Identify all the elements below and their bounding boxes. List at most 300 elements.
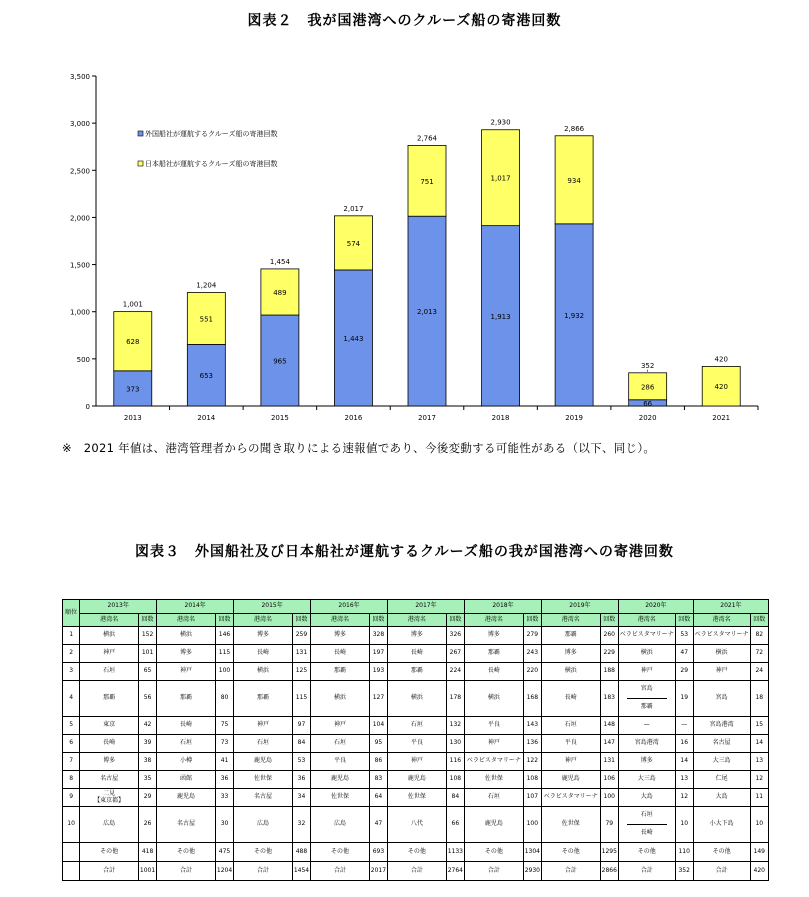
port-name-cell: 横浜 [311, 681, 370, 717]
count-cell: 86 [369, 753, 387, 771]
count-cell: 10 [750, 807, 768, 843]
port-name-cell: 横浜 [693, 645, 750, 663]
port-name-cell: 仁尾 [693, 771, 750, 789]
total-label: 合計 [693, 862, 750, 881]
x-tick-label: 2021 [712, 414, 731, 422]
port-name-cell: 石垣 [234, 735, 293, 753]
x-tick-label: 2017 [418, 414, 436, 422]
port-name-cell: 小大下島 [693, 807, 750, 843]
count-cell: 328 [369, 627, 387, 645]
year-header: 2017年 [388, 600, 465, 614]
bar-value-label: 653 [199, 372, 214, 381]
bar-total-label: 2,017 [343, 204, 364, 213]
count-cell: 148 [600, 717, 618, 735]
count-cell: 18 [750, 681, 768, 717]
count-cell: 34 [292, 789, 310, 807]
port-name-cell: 名古屋 [693, 735, 750, 753]
port-name-cell: 長崎 [388, 645, 447, 663]
port-name-cell: 平良 [311, 753, 370, 771]
port-name-cell: 長崎 [311, 645, 370, 663]
port-name-cell: — [618, 717, 675, 735]
count-cell: 143 [523, 717, 541, 735]
total-label: 合計 [464, 862, 523, 881]
bar-total-label: 352 [640, 361, 655, 370]
port-name-cell: 石垣 [80, 663, 139, 681]
port-name-cell: 博多 [541, 645, 600, 663]
port-name-cell: 鹿児島 [388, 771, 447, 789]
port-name-cell: 博多 [464, 627, 523, 645]
port-name-cell: 大三島 [693, 753, 750, 771]
rank-cell: 2 [63, 645, 80, 663]
port-name-cell: 大島 [693, 789, 750, 807]
count-cell: 26 [138, 807, 156, 843]
legend-swatch [138, 131, 143, 136]
year-header: 2018年 [464, 600, 541, 614]
rank-header: 順位 [63, 600, 80, 627]
others-value: 475 [215, 843, 233, 862]
port-name-cell: 長崎 [464, 663, 523, 681]
port-name-cell: 長崎 [80, 735, 139, 753]
port-name-cell: 那覇 [311, 663, 370, 681]
count-cell: 224 [446, 663, 464, 681]
year-header: 2015年 [234, 600, 311, 614]
count-cell: 100 [215, 663, 233, 681]
count-header: 回数 [292, 614, 310, 627]
count-cell: 56 [138, 681, 156, 717]
count-cell: 326 [446, 627, 464, 645]
count-cell: 136 [523, 735, 541, 753]
total-row [63, 862, 769, 881]
count-cell: 13 [750, 753, 768, 771]
port-name-cell: 横浜 [388, 681, 447, 717]
count-cell: 100 [600, 789, 618, 807]
port-name-cell: 横浜 [541, 663, 600, 681]
bar-value-label: 934 [567, 176, 581, 185]
count-cell: 122 [523, 753, 541, 771]
port-name-cell: 佐世保 [541, 807, 600, 843]
count-header: 回数 [600, 614, 618, 627]
port-calls-table [62, 599, 769, 881]
port-name-cell: 那覇 [80, 681, 139, 717]
count-cell: 16 [675, 735, 693, 753]
total-label: 合計 [234, 862, 293, 881]
count-cell: 75 [215, 717, 233, 735]
others-label: その他 [618, 843, 675, 862]
others-value: 488 [292, 843, 310, 862]
port-name-cell: 石垣 [157, 735, 216, 753]
port-name-header: 港湾名 [311, 614, 370, 627]
port-name-cell: 鹿児島 [157, 789, 216, 807]
x-tick-label: 2013 [123, 414, 142, 422]
port-name-header: 港湾名 [618, 614, 675, 627]
port-name-cell: 博多 [80, 753, 139, 771]
total-value: 2017 [369, 862, 387, 881]
total-label: 合計 [311, 862, 370, 881]
count-cell: 14 [675, 753, 693, 771]
count-cell: 24 [750, 663, 768, 681]
count-cell: 11 [750, 789, 768, 807]
others-value: 1295 [600, 843, 618, 862]
port-name-cell: 大島 [618, 789, 675, 807]
bar-value-label: 489 [273, 288, 287, 297]
port-name-cell: ベラビスタマリーナ [541, 789, 600, 807]
port-name-header: 港湾名 [464, 614, 523, 627]
port-name-cell: 神戸 [541, 753, 600, 771]
port-name-cell: 博多 [388, 627, 447, 645]
total-label: 合計 [541, 862, 600, 881]
total-label: 合計 [157, 862, 216, 881]
total-label: 合計 [80, 862, 139, 881]
bar-total-label: 1,454 [269, 257, 290, 266]
count-cell: 47 [369, 807, 387, 843]
port-name-tied: 那覇 [627, 698, 667, 716]
port-name-cell: 石垣 [311, 735, 370, 753]
port-name-cell: 神戸 [311, 717, 370, 735]
count-cell: 147 [600, 735, 618, 753]
count-cell: 32 [292, 807, 310, 843]
count-cell: 220 [523, 663, 541, 681]
count-cell: 79 [600, 807, 618, 843]
figure2-title: 図表２ 我が国港湾へのクルーズ船の寄港回数 [247, 13, 562, 29]
legend-label: 日本船社が運航するクルーズ船の寄港回数 [145, 160, 278, 168]
rank-cell: 3 [63, 663, 80, 681]
bar-value-label: 1,443 [343, 334, 364, 343]
port-name-cell: 大三島 [618, 771, 675, 789]
x-tick-label: 2016 [344, 414, 363, 422]
count-cell: 183 [600, 681, 618, 717]
table-row [63, 771, 769, 789]
count-cell: 65 [138, 663, 156, 681]
port-name-cell: ベラビスタマリーナ [618, 627, 675, 645]
chart-note: ※ 2021 年値は、港湾管理者からの聞き取りによる速報値であり、今後変動する可能性がある（以下、同じ）。 [62, 441, 656, 455]
port-name-cell: 那覇 [464, 645, 523, 663]
bar-value-label: 420 [714, 383, 728, 392]
count-cell: 19 [675, 681, 693, 717]
figure3-title: 図表３ 外国船社及び日本船社が運航するクルーズ船の我が国港湾への寄港回数 [135, 544, 674, 560]
count-cell: 12 [750, 771, 768, 789]
count-cell: 29 [675, 663, 693, 681]
port-name-header: 港湾名 [693, 614, 750, 627]
port-name-cell: 鹿児島 [311, 771, 370, 789]
rank-cell: 1 [63, 627, 80, 645]
count-cell: 125 [292, 663, 310, 681]
legend-label: 外国船社が運航するクルーズ船の寄港回数 [145, 130, 278, 138]
count-header: 回数 [446, 614, 464, 627]
count-cell: 243 [523, 645, 541, 663]
y-tick-label: 1,500 [69, 261, 90, 270]
port-name-cell: 平良 [541, 735, 600, 753]
count-header: 回数 [215, 614, 233, 627]
count-cell: 36 [215, 771, 233, 789]
bar-value-label: 628 [126, 338, 140, 347]
count-cell: 38 [138, 753, 156, 771]
others-label: その他 [464, 843, 523, 862]
port-name-cell: 鹿児島 [541, 771, 600, 789]
port-name-cell: 名古屋 [80, 771, 139, 789]
bar-value-label: 551 [199, 315, 214, 324]
count-cell: 106 [600, 771, 618, 789]
port-name-cell: 那覇 [388, 663, 447, 681]
count-cell: 80 [215, 681, 233, 717]
total-value: 1204 [215, 862, 233, 881]
count-cell: 12 [675, 789, 693, 807]
bar-total-label: 1,001 [122, 300, 143, 309]
count-cell: 84 [292, 735, 310, 753]
port-name-cell: 長崎 [234, 645, 293, 663]
count-cell: 41 [215, 753, 233, 771]
port-name-cell: 神戸 [618, 663, 675, 681]
port-name-cell: 平良 [388, 735, 447, 753]
table-row [63, 753, 769, 771]
rank-cell: 6 [63, 735, 80, 753]
port-name-cell: 横浜 [618, 645, 675, 663]
port-name-cell: 石垣 [464, 789, 523, 807]
y-tick-label: 2,500 [69, 167, 90, 176]
count-cell: 178 [446, 681, 464, 717]
count-cell: 83 [369, 771, 387, 789]
port-name-cell [618, 681, 675, 717]
count-cell: 53 [292, 753, 310, 771]
bar-value-label: 286 [640, 383, 655, 392]
table-row [63, 789, 769, 807]
count-cell: 53 [675, 627, 693, 645]
count-cell: 146 [215, 627, 233, 645]
port-name-cell: 宮島 [693, 681, 750, 717]
port-name-cell: 平良 [464, 717, 523, 735]
port-name-cell: 佐世保 [234, 771, 293, 789]
port-name-cell: 小樽 [157, 753, 216, 771]
bar-chart [0, 0, 809, 430]
year-header: 2013年 [80, 600, 157, 614]
port-name-cell: 博多 [157, 645, 216, 663]
count-cell: 115 [292, 681, 310, 717]
port-name-header: 港湾名 [80, 614, 139, 627]
count-cell: 10 [675, 807, 693, 843]
bar-total-label: 1,204 [196, 281, 217, 290]
bar-value-label: 751 [420, 177, 434, 186]
port-name-cell: 博多 [618, 753, 675, 771]
total-value: 2930 [523, 862, 541, 881]
others-label: その他 [80, 843, 139, 862]
port-name-cell: 佐世保 [311, 789, 370, 807]
others-row [63, 843, 769, 862]
table-row [63, 681, 769, 717]
bar-value-label: 66 [643, 399, 653, 408]
port-name-cell: 鹿児島 [234, 753, 293, 771]
bar-total-label: 2,866 [564, 124, 585, 133]
count-header: 回数 [675, 614, 693, 627]
count-cell: 127 [369, 681, 387, 717]
others-value: 149 [750, 843, 768, 862]
count-cell: 188 [600, 663, 618, 681]
rank-cell-empty [63, 862, 80, 881]
port-name-cell: 博多 [311, 627, 370, 645]
others-value: 418 [138, 843, 156, 862]
port-name-cell: 石垣 [388, 717, 447, 735]
count-cell: 42 [138, 717, 156, 735]
year-header: 2016年 [311, 600, 388, 614]
table-row [63, 645, 769, 663]
count-cell: 193 [369, 663, 387, 681]
count-cell: 29 [138, 789, 156, 807]
port-name-cell: 神戸 [464, 735, 523, 753]
port-name-cell: ベラビスタマリーナ [693, 627, 750, 645]
count-cell: 131 [292, 645, 310, 663]
count-cell: 14 [750, 735, 768, 753]
count-cell: 66 [446, 807, 464, 843]
count-cell: 33 [215, 789, 233, 807]
port-name-cell: 佐世保 [388, 789, 447, 807]
others-label: その他 [157, 843, 216, 862]
port-name-cell: 博多 [234, 627, 293, 645]
port-name-line: 【東京都】 [94, 796, 125, 804]
port-name-cell: 広島 [234, 807, 293, 843]
port-name-cell: 鹿児島 [464, 807, 523, 843]
year-header: 2021年 [693, 600, 768, 614]
x-tick-label: 2019 [565, 414, 584, 422]
count-cell: 47 [675, 645, 693, 663]
bar-value-label: 1,017 [490, 174, 511, 183]
count-cell: 267 [446, 645, 464, 663]
count-header: 回数 [138, 614, 156, 627]
y-tick-label: 3,500 [69, 73, 90, 81]
count-cell: 15 [750, 717, 768, 735]
count-header: 回数 [523, 614, 541, 627]
port-name-cell [80, 789, 139, 807]
bar-value-label: 1,932 [564, 311, 585, 320]
port-name-cell: 石垣 [541, 717, 600, 735]
count-cell: 35 [138, 771, 156, 789]
port-name-cell: 名古屋 [157, 807, 216, 843]
total-value: 1454 [292, 862, 310, 881]
others-label: その他 [541, 843, 600, 862]
port-name-cell: ベラビスタマリーナ [464, 753, 523, 771]
port-name-cell: 宮島港湾 [618, 735, 675, 753]
port-name-cell: 東京 [80, 717, 139, 735]
x-tick-label: 2015 [270, 414, 289, 422]
count-cell: 168 [523, 681, 541, 717]
port-name-cell: 那覇 [234, 681, 293, 717]
port-name-cell: 横浜 [464, 681, 523, 717]
port-name-tied: 宮島 [640, 685, 653, 693]
total-value: 352 [675, 862, 693, 881]
port-name-cell: 神戸 [693, 663, 750, 681]
port-name-cell: 八代 [388, 807, 447, 843]
total-label: 合計 [618, 862, 675, 881]
port-name-cell: 神戸 [80, 645, 139, 663]
others-label: その他 [311, 843, 370, 862]
count-cell: 104 [369, 717, 387, 735]
count-cell: 259 [292, 627, 310, 645]
count-cell: 100 [523, 807, 541, 843]
x-tick-label: 2014 [197, 414, 216, 422]
port-name-cell: 神戸 [388, 753, 447, 771]
port-name-cell: 名古屋 [234, 789, 293, 807]
x-tick-label: 2018 [491, 414, 510, 422]
table-row [63, 627, 769, 645]
rank-cell-empty [63, 843, 80, 862]
table-row [63, 807, 769, 843]
count-cell: 97 [292, 717, 310, 735]
count-cell: 95 [369, 735, 387, 753]
count-cell: 115 [215, 645, 233, 663]
bar-total-label: 2,764 [416, 134, 438, 143]
total-label: 合計 [388, 862, 447, 881]
others-value: 1133 [446, 843, 464, 862]
count-header: 回数 [369, 614, 387, 627]
count-cell: 152 [138, 627, 156, 645]
count-cell: 101 [138, 645, 156, 663]
year-header: 2020年 [618, 600, 693, 614]
bar-total-label: 2,930 [490, 118, 511, 127]
count-cell: 84 [446, 789, 464, 807]
port-name-tied: 長崎 [627, 824, 667, 842]
port-name-cell: 横浜 [157, 627, 216, 645]
port-name-header: 港湾名 [541, 614, 600, 627]
y-tick-label: 3,000 [69, 120, 90, 129]
others-label: その他 [388, 843, 447, 862]
x-tick-label: 2020 [638, 414, 657, 422]
total-value: 1001 [138, 862, 156, 881]
bar-value-label: 965 [273, 357, 287, 366]
port-name-cell: 広島 [80, 807, 139, 843]
legend-swatch [138, 161, 143, 166]
port-name-line: 二見 [103, 790, 116, 798]
others-label: その他 [693, 843, 750, 862]
count-cell: 131 [600, 753, 618, 771]
others-value: 110 [675, 843, 693, 862]
port-name-header: 港湾名 [157, 614, 216, 627]
port-name-cell: 長崎 [541, 681, 600, 717]
y-tick-label: 0 [85, 403, 90, 411]
bar-value-label: 2,013 [416, 308, 438, 317]
year-header: 2019年 [541, 600, 618, 614]
port-name-cell: 函館 [157, 771, 216, 789]
rank-cell: 8 [63, 771, 80, 789]
bar-value-label: 373 [126, 385, 140, 394]
port-name-cell [618, 807, 675, 843]
port-name-cell: 横浜 [80, 627, 139, 645]
rank-cell: 9 [63, 789, 80, 807]
port-name-cell: 長崎 [157, 717, 216, 735]
count-cell: 279 [523, 627, 541, 645]
others-value: 1304 [523, 843, 541, 862]
port-name-header: 港湾名 [234, 614, 293, 627]
port-name-header: 港湾名 [388, 614, 447, 627]
count-cell: 13 [675, 771, 693, 789]
rank-cell: 7 [63, 753, 80, 771]
port-name-cell: 広島 [311, 807, 370, 843]
count-cell: 132 [446, 717, 464, 735]
count-cell: 108 [446, 771, 464, 789]
others-label: その他 [234, 843, 293, 862]
count-header: 回数 [750, 614, 768, 627]
count-cell: 107 [523, 789, 541, 807]
port-name-cell: 神戸 [234, 717, 293, 735]
count-cell: 108 [523, 771, 541, 789]
table-row [63, 735, 769, 753]
count-cell: 82 [750, 627, 768, 645]
count-cell: 229 [600, 645, 618, 663]
rank-cell: 10 [63, 807, 80, 843]
count-cell: 39 [138, 735, 156, 753]
count-cell: — [675, 717, 693, 735]
y-tick-label: 500 [76, 355, 90, 364]
total-value: 420 [750, 862, 768, 881]
table-row [63, 717, 769, 735]
bar-total-label: 420 [714, 355, 728, 364]
table-row [63, 663, 769, 681]
